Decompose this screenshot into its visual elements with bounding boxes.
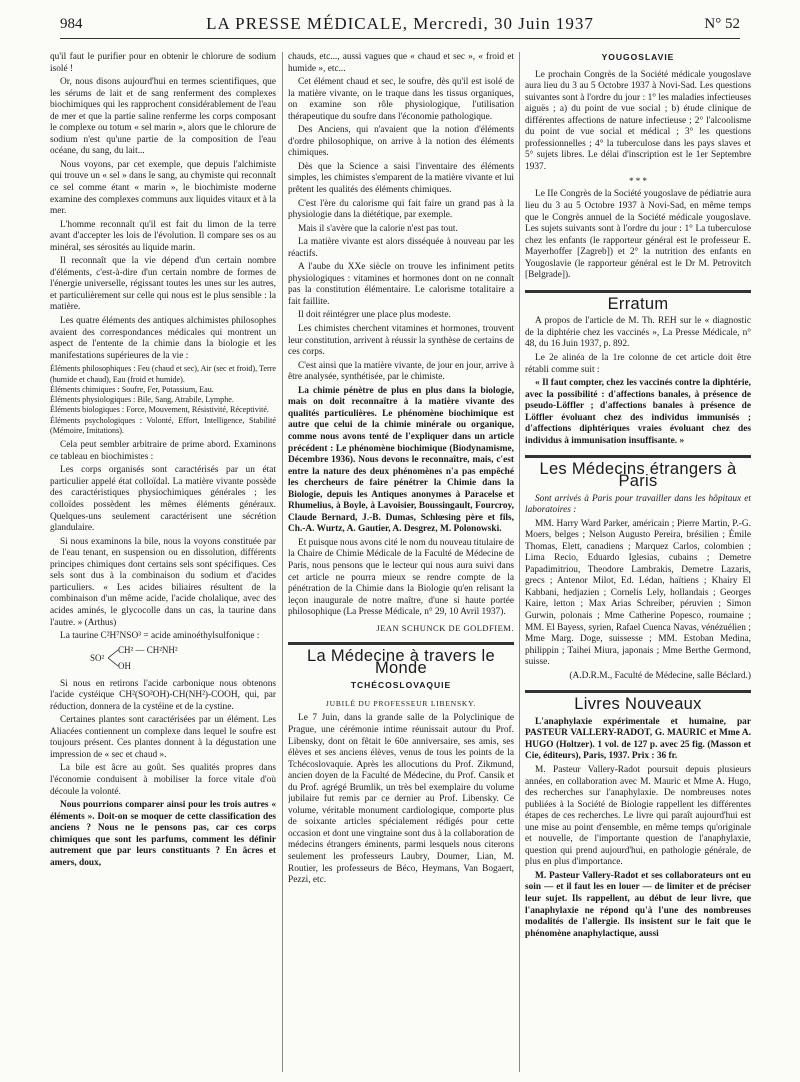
paragraph: M. Pasteur Vallery-Radot et ses collaborateurs ont eu soin — et il faut les en louer — de limiter et de préciser leur sujet. Ils rappellent, au début de leur livre, que l'anaphylaxie ne répond qu'à l'une des nombreuses modalités de l'allergie. Ils insistent sur le fait que le phénomène anaphylactique, aussi: [525, 870, 751, 939]
paragraph: (A.D.R.M., Faculté de Médecine, salle Béclard.): [569, 670, 751, 681]
paragraph: Les corps organisés sont caractérisés par un état particulier appelé état colloïdal. La matière vivante possède des caractéristiques physiochimiques générales ; les colloïdes possèdent les mêmes éléments généraux. Quelques-uns seulement caractérisent une sécrétion glandulaire.: [50, 465, 276, 534]
paragraph: Certaines plantes sont caractérisées par un élément. Les Aliacées contiennent un complexe dans lequel le soufre est toujours présent. Ces plantes donnent à la dégustation une impression de « sec et chaud ».: [50, 715, 276, 760]
formula-bottom: OH: [118, 660, 131, 671]
page-header: [60, 8, 740, 42]
paragraph: Et puisque nous avons cité le nom du nouveau titulaire de la Chaire de Chimie Médicale de la Faculté de Médecine de Paris, nous pensons que le lecteur qui nous aura suivi dans cet article ne pourra mieux se rendre compte de la pénétration de la Chimie dans la Biologie qu'en relisant la leçon inaugurale de notre maître, d'une si haute portée philosophique (La Presse Médicale, n° 29, 10 Avril 1937).: [288, 537, 514, 618]
paragraph: Il doit réintégrer une place plus modeste.: [298, 310, 451, 321]
paragraph: Le 7 Juin, dans la grande salle de la Polyclinique de Prague, une cérémonie intime réunissait autour du Prof. Libensky, dont on fêtait le 60e anniversaire, ses amis, ses élèves et ses anciens élèves, venus de tous les points de la Tchécoslovaquie. Après les allocutions du Prof. Zikmund, ancien doyen de la Faculté de Médecine, du Prof. Cansik et du Prof. agrégé Brumlik, un très bel exemplaire du volume jubilaire fut remis par ce dernier au Prof. Libensky. Ce volume, véritable monument cardiologique, comporte plus de soixante articles spécialement rédigés pour cette occasion et dont une vingtaine sont dus à la collaboration de médecins étrangers éminents, parmi lesquels nous citerons seulement les professeurs Laubry, Doumer, Lian, M. Routier, les professeurs de Béco, Heymans, Van Bogaert, Pezzi, etc.: [288, 713, 514, 886]
paragraph: MM. Harry Ward Parker, américain ; Pierre Martin, P.-G. Moers, belges ; Nelson Augusto Pereira, brésilien ; Émile Thomas, Elett, canadiens ; Marquez Carlos, colombien ; Lima Recio, Eduardo Iglesias, cubains ; Demetre Papadimitriou, Theodore Lambrakis, Demetre Lazaris, grecs ; Antenor Milot, Ed. Lédan, haïtiens ; Khairy El Kabbani, hedjazien ; Cornelis Lely, hollandais ; Georges Kaire, letton ; Max Arias Schreiber, péruvien ; Simon Gurwin, polonais ; Mme Catherine Popesco, roumaine ; MM. El Bayess, syrien, Rafael Cuenca Navas, vénézuélien ; Mme Marg. Doge, suissesse ; MM. Estoban Medina, philippin ; Taihei Miura, japonais ; Mme Berthe Germond, suisse.: [525, 518, 751, 668]
paragraph: C'est l'ère du calorisme qui fait faire un grand pas à la physiologie dans la diététique, par exemple.: [288, 198, 514, 221]
paragraph: qu'il faut le purifier pour en obtenir le chlorure de sodium isolé !: [50, 52, 276, 74]
foreign-doctors-title: Les Médecins étrangers à Paris: [539, 460, 737, 490]
erratum-title: Erratum: [607, 294, 669, 313]
paragraph: Les quatre éléments des antiques alchimistes philosophes avaient des correspondances médicales qui montrent un aspect de l'entente de la chimie dans la biologie et les manifestations supérieures de la vie :: [50, 316, 276, 361]
column-2: [288, 52, 514, 1072]
paragraph: La taurine C²H⁷NSO³ = acide aminoéthylsulfonique :: [60, 631, 260, 642]
element-row: Éléments physiologiques : Bile, Sang, Atrabile, Lymphe.: [50, 395, 234, 405]
section-rule: [525, 690, 751, 693]
column-divider: [519, 52, 520, 1072]
page-number: 984: [60, 16, 83, 32]
section-rule: [288, 642, 514, 645]
paragraph: Il reconnaît que la vie dépend d'un certain nombre d'éléments, c'est-à-dire d'un certain nombre de formes de l'énergie universelle, régissant toutes les unes sur les autres, et particulièrement sur celle qui nous est le plus sensible : la matière.: [50, 256, 276, 313]
asterism: * * *: [629, 176, 647, 187]
paragraph: C'est ainsi que la matière vivante, de jour en jour, arrive à être analysée, synthétisée, par le chimiste.: [288, 360, 514, 383]
paragraph: L'homme reconnaît qu'il est fait du limon de la terre avant d'accepter les lois de l'évolution. Il compare ses os au minéral, ses sérosités au liquide marin.: [50, 219, 276, 253]
journal-title: LA PRESSE MÉDICALE, Mercredi, 30 Juin 1937: [206, 14, 594, 33]
paragraph: Si nous examinons la bile, nous la voyons constituée par de l'eau tenant, en suspension ou en dissolution, différents principes chimiques dont certains sels sont spécifiques. Ces sels sont dus à la combinaison du sodium et d'acides particuliers. « Les acides biliaires résultent de la combinaison d'un même acide, l'acide cholalique, avec des acides aminés, le glycocolle dans un cas, la taurine dans l'autre. » (Arthus): [50, 536, 276, 628]
paragraph: Nous pourrions comparer ainsi pour les trois autres « éléments ». Doit-on se moquer de cette classification des anciens ? Nous ne le pensons pas, car ces corps chimiques que sont les parfums, comment les définir autrement que par leurs constituants ? En âcres et amers, doux,: [50, 800, 276, 868]
column-divider: [282, 52, 283, 1072]
header-rule: [60, 38, 740, 39]
paragraph: Or, nous disons aujourd'hui en termes scientifiques, que les sérums de lait et de sang renferment des complexes biochimiques qui les rapprochent considérablement de l'eau de mer et que la partie saline renferme les corps composant le complexe ou totum « sel marin », alors que le chlorure de sodium n'est qu'une partie de la composition de l'eau océane, du sang, du lait...: [50, 77, 276, 157]
paragraph: A l'aube du XXe siècle on trouve les infiniment petits physiologiques : vitamines et hormones dont on ne connaît pas la constitution élémentaire. Le calorisme totalitaire a fait faillite.: [288, 262, 514, 307]
paragraph: M. Pasteur Vallery-Radot poursuit depuis plusieurs années, en collaboration avec M. Mauric et Mme A. Hugo, des recherches sur l'anaphylaxie. De nombreuses notes publiées à la Société de Biologie rappellent les différentes étapes de ces recherches. Le livre qui paraît aujourd'hui est une mise au point d'ensemble, en même temps qu'originale et nouvelle, de l'importante question de l'anaphylaxie, question qui prend aujourd'hui, en pathologie générale, de plus en plus d'importance.: [525, 764, 751, 868]
column-1: [50, 52, 276, 1072]
new-books-title: Livres Nouveaux: [574, 695, 702, 714]
section-title: La Médecine à travers le Monde: [307, 647, 495, 677]
paragraph: Le prochain Congrès de la Société médicale yougoslave aura lieu du 3 au 5 Octobre 1937 à Novi-Sad. Les questions suivantes sont à l'ordre du jour : 1° les maladies infectieuses aiguës ; a) du point de vue social ; b) étude clinique de différentes affections de nature infectieuse ; 2° l'alcoolisme du point de vue social et médical ; 3° les questions professionnelles ; 4° la tuberculose dans les pays slaves et 5° sujets libres. Le délai d'inscription est le 1er Septembre 1937.: [525, 69, 751, 172]
paragraph: Le IIe Congrès de la Société yougoslave de pédiatrie aura lieu du 3 au 5 Octobre 1937 à Novi-Sad, en même temps que le Congrès annuel de la Société médicale yougoslave. Les sujets suivants sont à l'ordre du jour : 1° La tuberculose chez les enfants (le rapporteur général est le professeur E. Mayerhoffer [Zagreb]) et 2° la nutrition des enfants en Yougoslavie (le rapporteur général est le Dr M. Petrovitch [Belgrade]).: [525, 189, 751, 281]
paragraph: Sont arrivés à Paris pour travailler dans les hôpitaux et laboratoires :: [525, 493, 751, 516]
paragraph: La bile est âcre au goût. Ses qualités propres dans l'économie conduisent à mobiliser la force vitale d'où découle la volonté.: [50, 763, 276, 797]
paragraph: Nous voyons, par cet exemple, que depuis l'alchimiste qui trouve un « sel » dans le sang, au chymiste qui reconnaît ce sel comme étant « marin », le biochimiste moderne examine des complexes communs aux liquides vitaux et à la mer.: [50, 159, 276, 217]
element-row: Éléments chimiques : Soufre, Fer, Potassium, Eau.: [50, 384, 214, 394]
issue-number: N° 52: [704, 16, 740, 32]
paragraph: La chimie pénètre de plus en plus dans la biologie, mais on doit reconnaître à la matière vivante des qualités particulières. Le phénomène biochimique est autre que celui de la chimie minérale ou organique, comme nous avons tenté de l'expliquer dans un article précédent : Le phénomène biochimique (Biodynamisme, Décembre 1936). Nous devons le reconnaître, mais, c'est entre la nature des deux phénomènes n'a pas empêché les chercheurs de faire pénétrer la Chimie dans la Biologie, depuis les Antiques anonymes à Paracelse et Rhumelius, à Boyle, à Lavoisier, Boussingault, Fourcroy, Claude Bernard, J.-B. Dumas, Schlœsing père et fils, Ch.-A. Wurtz, A. Gautier, A. Desgrez, M. Polonowski.: [288, 385, 514, 535]
formula-left: SO²: [90, 652, 105, 663]
elements-table: [50, 364, 276, 436]
paragraph: Les chimistes cherchent vitamines et hormones, trouvent leur constitution, arrivent à réussir la synthèse de certains de ces corps.: [288, 324, 514, 358]
article-subheading: JUBILÉ DU PROFESSEUR LIBENSKY.: [325, 698, 477, 708]
formula-top: CH² — CH²NH²: [118, 644, 178, 655]
element-row: Éléments philosophiques : Feu (chaud et sec), Air (sec et froid), Terre (humide et chaud), Eau (froid et humide).: [50, 364, 276, 384]
formula-bonds-icon: [108, 647, 120, 669]
paragraph: Cet élément chaud et sec, le soufre, dès qu'il est isolé de la matière vivante, on le traque dans les tissus organiques, on examine son rôle physiologique, l'utilisation thérapeutique du soufre dans l'économie pathologique.: [288, 77, 514, 122]
paragraph: Mais il s'avère que la calorie n'est pas tout.: [298, 223, 458, 234]
paragraph: Des Anciens, qui n'avaient que la notion d'éléments d'ordre philosophique, on arrive à la notion des éléments chimiques.: [288, 125, 514, 159]
paragraph: Le 2e alinéa de la 1re colonne de cet article doit être rétabli comme suit :: [525, 353, 751, 375]
country-heading: TCHÉCOSLOVAQUIE: [350, 680, 452, 691]
author-signature: JEAN SCHUNCK DE GOLDFIEM.: [376, 622, 514, 633]
paragraph: L'anaphylaxie expérimentale et humaine, par PASTEUR VALLERY-RADOT, G. MAURIC et Mme A. HUGO (Holtzer). 1 vol. de 127 p. avec 25 fig. (Masson et Cie, éditeurs), Paris, 1937. Prix : 36 fr.: [525, 716, 751, 762]
element-row: Éléments psychologiques : Volonté, Effort, Intelligence, Stabilité (Mémoire, Imitations).: [50, 415, 276, 435]
paragraph: A propos de l'article de M. Th. REH sur le « diagnostic de la diphtérie chez les vaccinés », La Presse Médicale, n° 48, du 16 Juin 1937, p. 892.: [525, 316, 751, 350]
paragraph: Cela peut sembler arbitraire de prime abord. Examinons ce tableau en biochimistes :: [50, 440, 276, 462]
column-3: [525, 52, 751, 1072]
section-rule: [525, 290, 751, 293]
section-rule: [525, 455, 751, 458]
paragraph: chauds, etc..., aussi vagues que « chaud et sec », « froid et humide », etc...: [288, 52, 514, 74]
taurine-formula: [90, 645, 276, 673]
paragraph: Si nous en retirons l'acide carbonique nous obtenons l'acide cystéique CH²(SO²OH)-CH(NH²)-COOH, qui, par réduction, donnera de la cystéine et de la cystine.: [50, 678, 276, 712]
paragraph: « Il faut compter, chez les vaccinés contre la diphtérie, avec la possibilité : d'affections banales, à présence de pseudo-Löffler ; d'affections banales à présence de Löffler évoluant chez des individus immunisés ; d'affections diphtériques vraies évoluant chez des individus à immunisation insuffisante. »: [525, 378, 751, 446]
paragraph: Dès que la Science a saisi l'inventaire des éléments simples, les chimistes s'emparent de la matière vivante et lui prêtent les qualités des éléments chimiques.: [288, 161, 514, 196]
element-row: Éléments biologiques : Force, Mouvement, Résistivité, Réceptivité.: [50, 405, 269, 415]
paragraph: La matière vivante est alors disséquée à nouveau par les réactifs.: [288, 237, 514, 259]
country-heading: YOUGOSLAVIE: [601, 52, 675, 62]
